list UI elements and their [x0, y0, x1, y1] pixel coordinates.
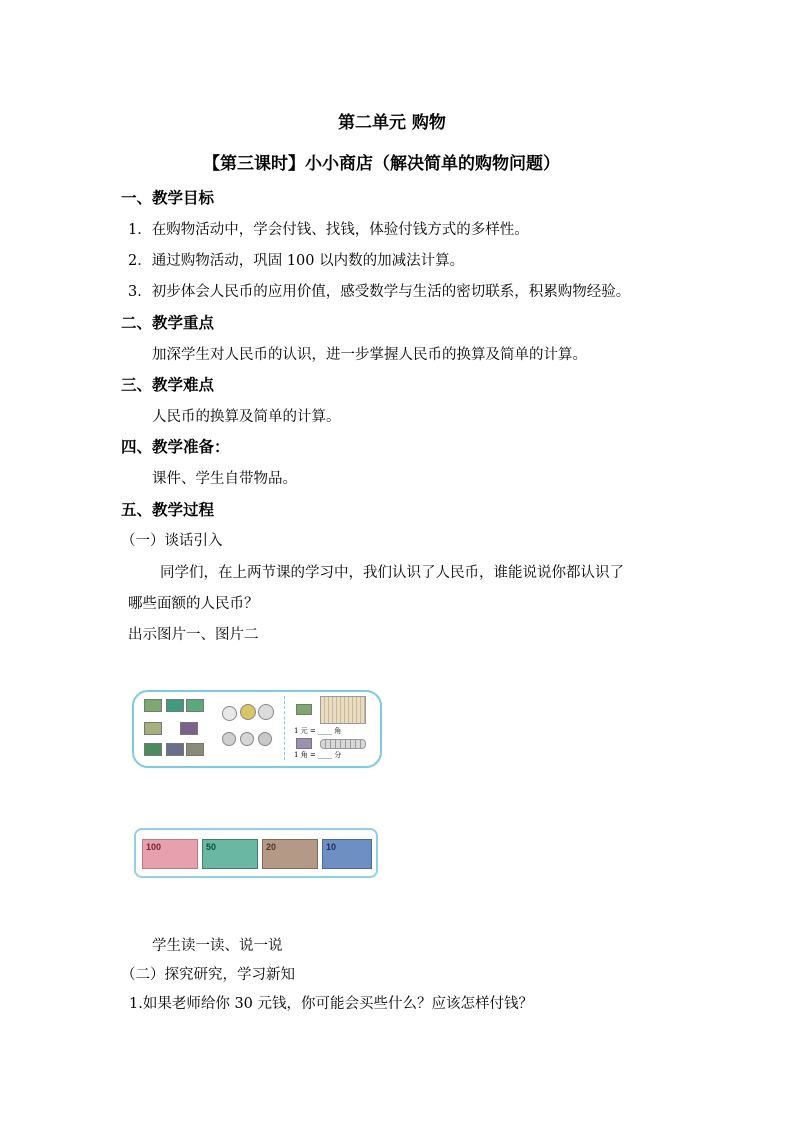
process-para1-line2: 哪些面额的人民币？ — [128, 596, 259, 612]
banknote-100-image: 100 — [142, 839, 198, 869]
prep-text: 课件、学生自带物品。 — [152, 471, 297, 487]
jiao-notes-stack-image — [320, 696, 366, 724]
banknote-10-image: 10 — [322, 839, 372, 869]
coin-image — [258, 732, 272, 746]
goal-item-1: 1．在购物活动中，学会付钱、找钱，体验付钱方式的多样性。 — [128, 222, 529, 238]
banknote-image — [144, 722, 162, 735]
banknote-20-image: 20 — [262, 839, 318, 869]
prep-heading: 四、教学准备： — [121, 437, 230, 456]
question-1: 1.如果老师给你 30 元钱，你可能会买些什么？应该怎样付钱？ — [129, 996, 534, 1012]
fen-coins-row-image — [320, 739, 366, 749]
jiao-fen-equation: 1 角 = ____ 分 — [294, 751, 342, 759]
banknote-image — [186, 743, 204, 756]
process-sub2: （二）探究研究，学习新知 — [121, 967, 295, 983]
page-title: 第二单元 购物 — [338, 113, 446, 133]
lesson-subtitle: 【第三课时】小小商店（解决简单的购物问题） — [203, 154, 560, 174]
show-pictures-text: 出示图片一、图片二 — [128, 627, 259, 643]
focus-heading: 二、教学重点 — [121, 313, 215, 332]
process-heading: 五、教学过程 — [121, 500, 215, 519]
banknote-image — [166, 743, 184, 756]
difficulty-text: 人民币的换算及简单的计算。 — [152, 409, 341, 425]
jiao-note-image — [296, 738, 312, 749]
goals-heading: 一、教学目标 — [121, 188, 215, 207]
process-para1-line1: 同学们，在上两节课的学习中，我们认识了人民币，谁能说说你都认识了 — [160, 565, 624, 581]
banknote-50-image: 50 — [202, 839, 258, 869]
banknote-image — [144, 699, 162, 712]
figure-one-rmb-panel — [132, 690, 382, 768]
banknote-image — [144, 743, 162, 756]
coin-image — [240, 704, 256, 720]
difficulty-heading: 三、教学难点 — [121, 375, 215, 394]
yuan-jiao-equation: 1 元 = ____ 角 — [294, 727, 342, 735]
banknote-image — [186, 699, 204, 712]
after-pictures-text: 学生读一读、说一说 — [152, 938, 283, 954]
coin-image — [240, 732, 254, 746]
banknote-image — [166, 699, 184, 712]
panel-divider — [284, 696, 285, 760]
goal-item-3: 3．初步体会人民币的应用价值，感受数学与生活的密切联系，积累购物经验。 — [128, 284, 631, 300]
banknote-image — [180, 722, 198, 735]
goal-item-2: 2．通过购物活动，巩固 100 以内数的加减法计算。 — [128, 253, 465, 269]
figure-two-banknotes-panel — [134, 828, 378, 878]
coin-image — [222, 706, 237, 721]
coin-image — [222, 732, 236, 746]
yuan-note-image — [296, 704, 312, 715]
process-sub1: （一）谈话引入 — [121, 533, 223, 549]
focus-text: 加深学生对人民币的认识，进一步掌握人民币的换算及简单的计算。 — [152, 347, 587, 363]
coin-image — [258, 704, 274, 720]
